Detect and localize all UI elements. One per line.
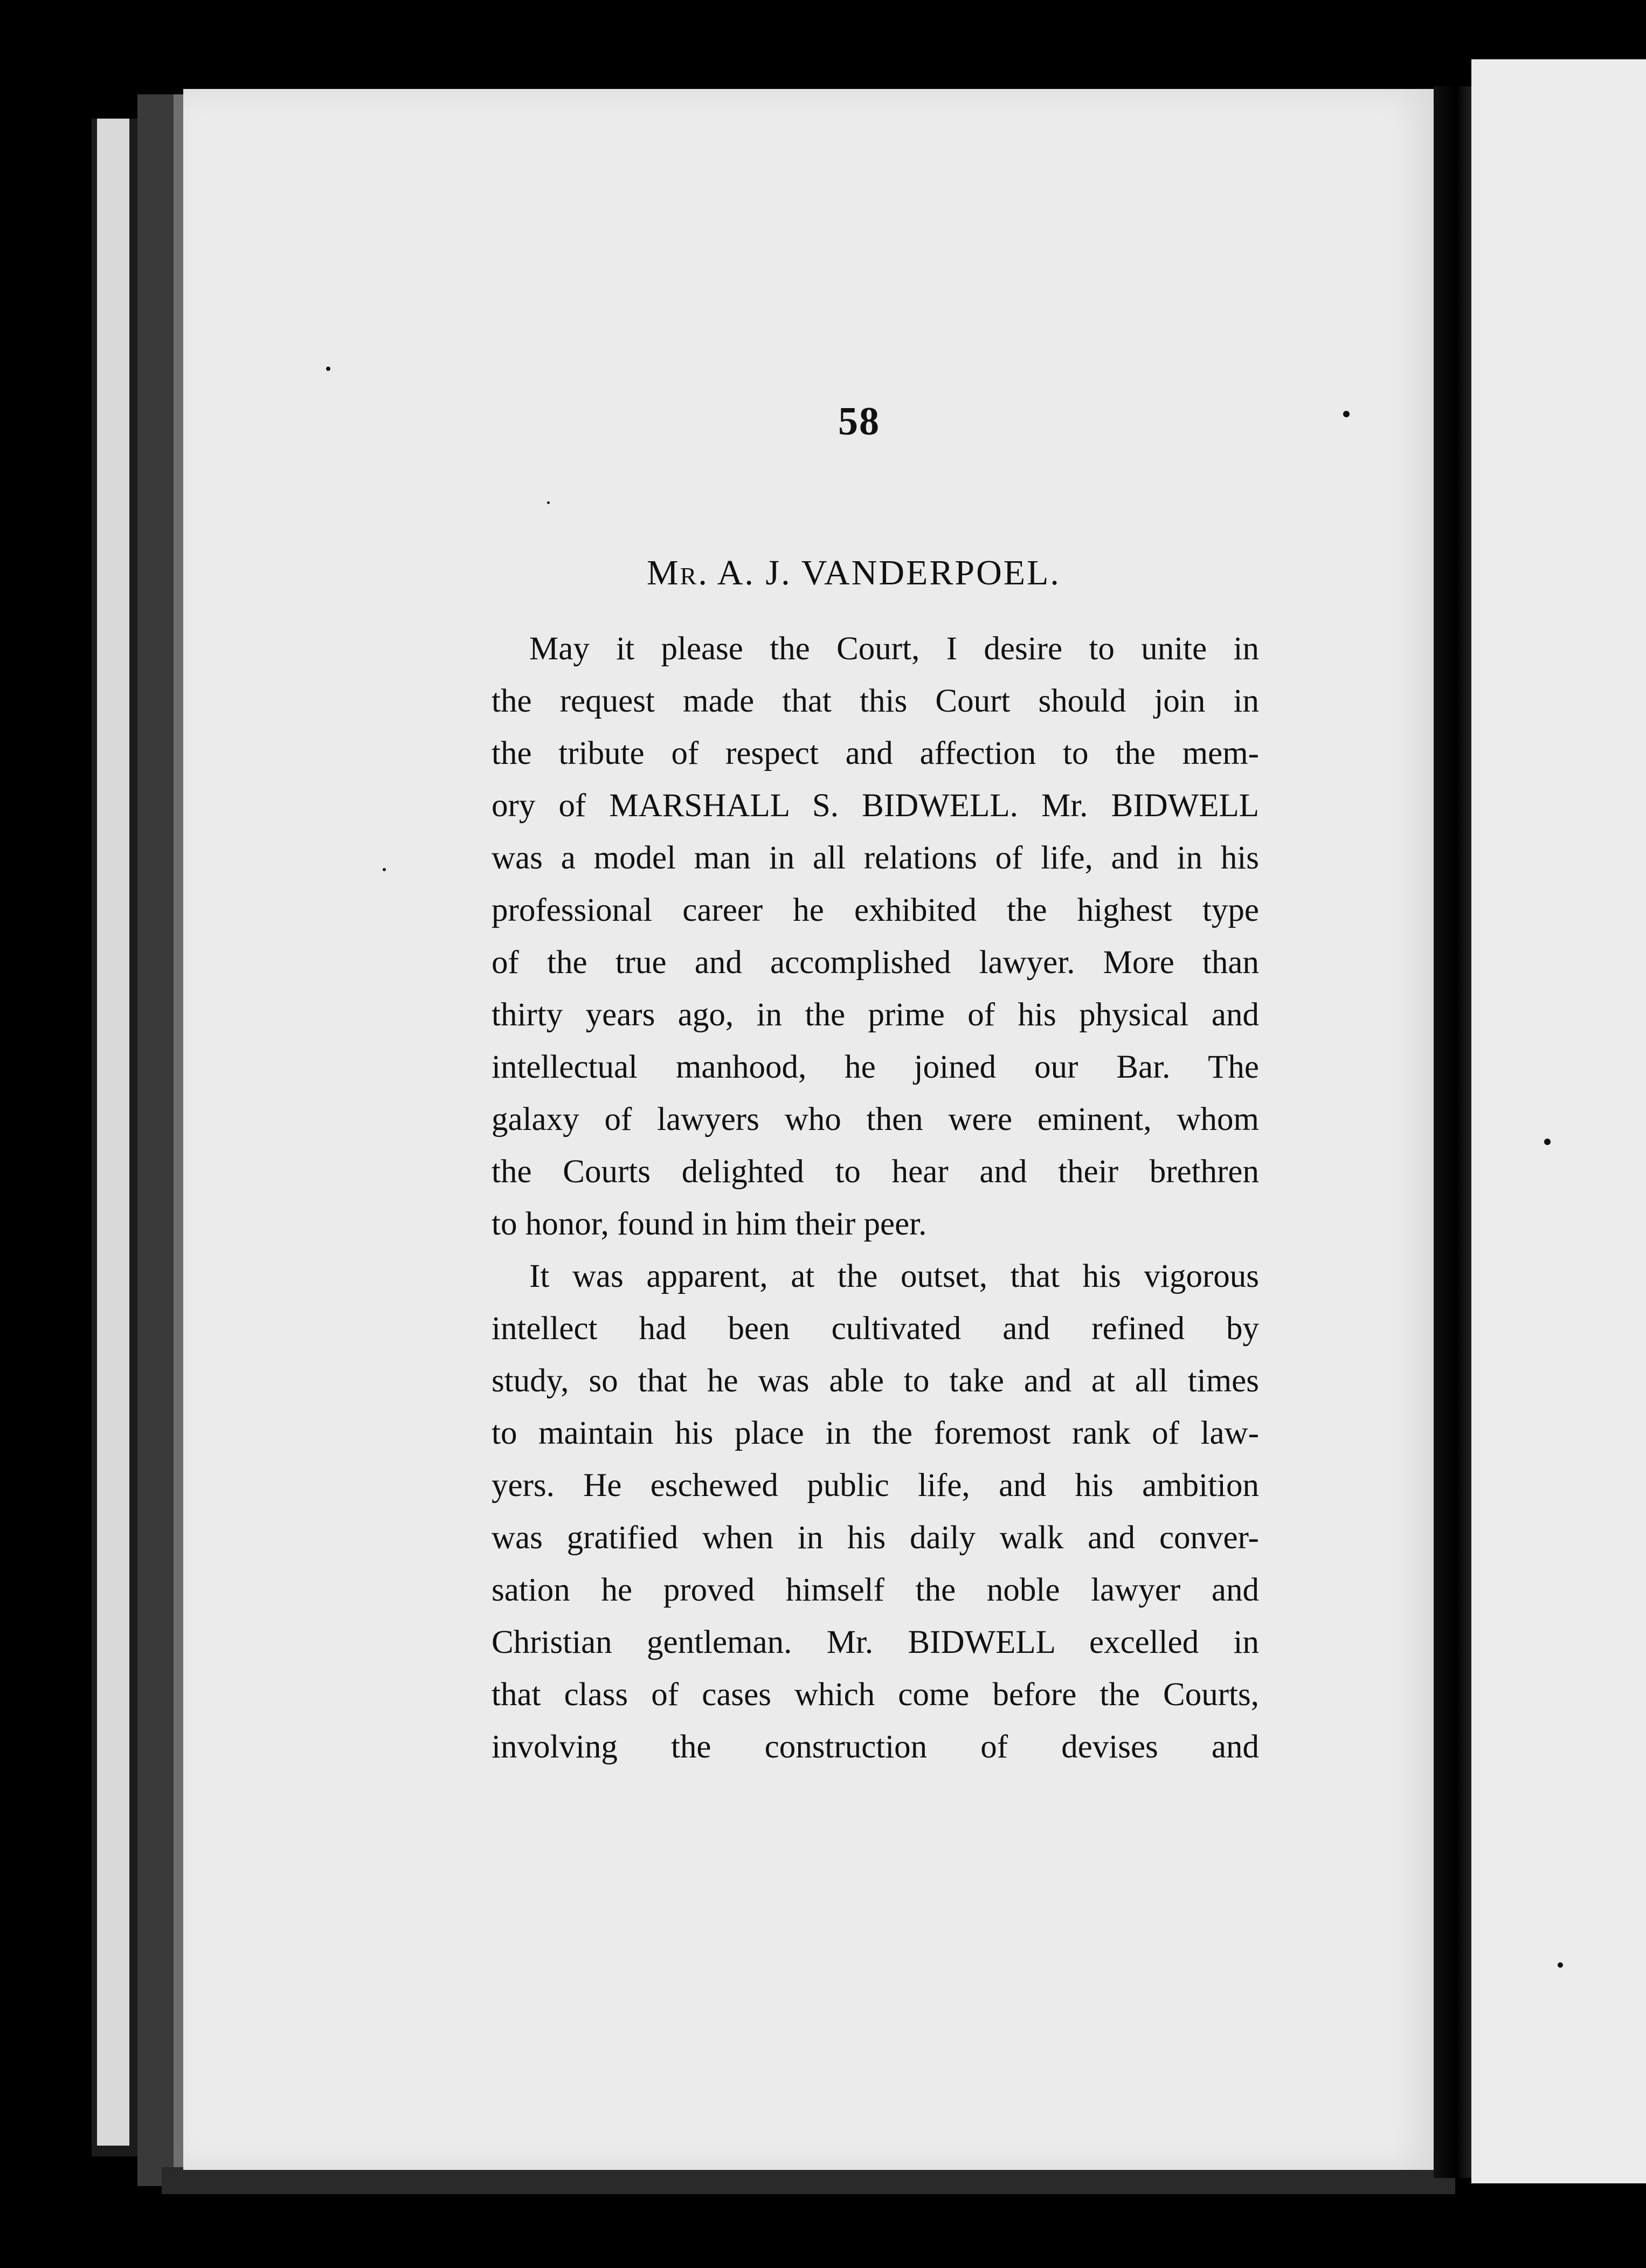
text-line: May it please the Court, I desire to unite in [529, 631, 1259, 667]
dust-speck [547, 501, 550, 504]
text-line: sation he proved himself the noble lawyer and [492, 1572, 1259, 1608]
dust-speck [383, 868, 386, 871]
text-line: It was apparent, at the outset, that his vigorous [529, 1258, 1259, 1294]
text-line: to honor, found in him their peer. [492, 1206, 927, 1242]
text-line: yers. He eschewed public life, and his ambition [492, 1467, 1259, 1504]
text-line: that class of cases which come before the Courts, [492, 1677, 1259, 1713]
dust-speck [1343, 411, 1350, 417]
page-number: 58 [838, 399, 880, 444]
body-text [492, 623, 1259, 1773]
text-line: galaxy of lawyers who then were eminent, whom [492, 1101, 1259, 1138]
text-line: study, so that he was able to take and at all times [492, 1363, 1259, 1399]
book-edge-pages [97, 119, 129, 2146]
text-line: was a model man in all relations of life, and in his [492, 840, 1259, 876]
book-edge-inner [137, 94, 178, 2186]
text-line: the Courts delighted to hear and their brethren [492, 1154, 1259, 1190]
text-line: the request made that this Court should join in [492, 683, 1259, 719]
text-line: intellectual manhood, he joined our Bar. The [492, 1049, 1259, 1085]
text-line: thirty years ago, in the prime of his physical and [492, 997, 1259, 1033]
text-line: ory of MARSHALL S. BIDWELL. Mr. BIDWELL [492, 788, 1259, 824]
speaker-heading: Mr. A. J. VANDERPOEL. [647, 553, 1061, 592]
text-line: Christian gentleman. Mr. BIDWELL excelled in [492, 1624, 1259, 1660]
book-gutter [1434, 86, 1471, 2178]
book-edge-strip [174, 94, 183, 2186]
dust-speck [326, 367, 330, 371]
text-line: involving the construction of devises and [492, 1729, 1259, 1765]
text-line: professional career he exhibited the highest type [492, 892, 1259, 928]
dust-speck [1558, 1962, 1563, 1968]
dust-speck [1544, 1139, 1551, 1145]
facing-page [1471, 59, 1646, 2183]
page-bottom-shadow [162, 2167, 1455, 2194]
text-line: of the true and accomplished lawyer. More than [492, 945, 1259, 981]
text-line: was gratified when in his daily walk and conver- [492, 1520, 1259, 1556]
text-line: to maintain his place in the foremost rank of law- [492, 1415, 1259, 1451]
text-line: intellect had been cultivated and refined by [492, 1311, 1259, 1347]
text-line: the tribute of respect and affection to the mem- [492, 735, 1259, 771]
